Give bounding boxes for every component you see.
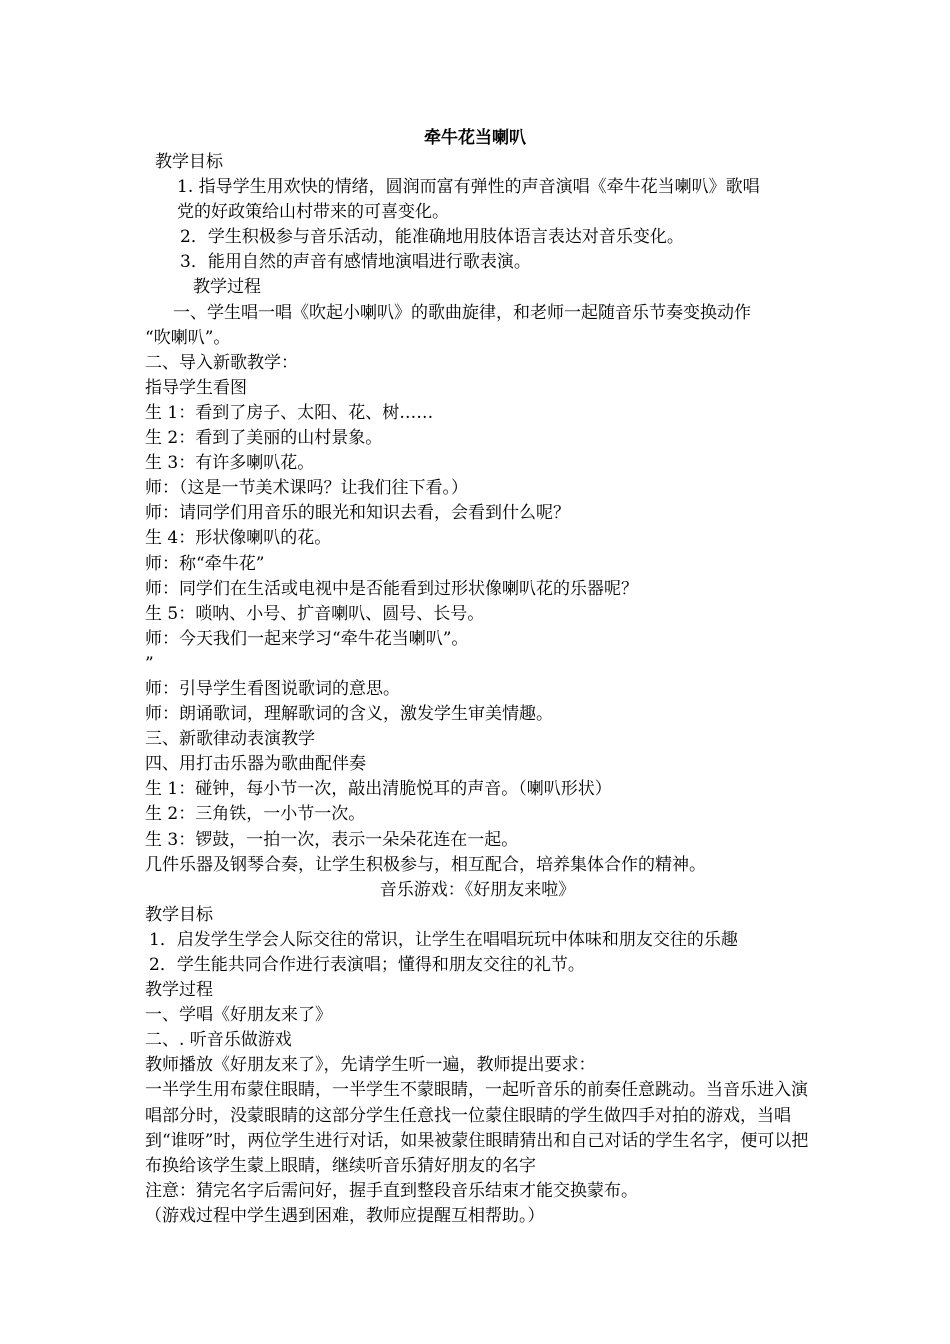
text-line: 教师播放《好朋友来了》，先请学生听一遍，教师提出要求：: [145, 1055, 596, 1076]
process-step: 四、用打击乐器为歌曲配伴奏: [145, 754, 366, 775]
document-body: [145, 150, 810, 1229]
dialogue-line: 生 5：唢呐、小号、扩音喇叭、圆号、长号。: [145, 603, 485, 624]
dialogue-line: 师：（这是一节美术课吗？让我们往下看。）: [145, 478, 468, 499]
dialogue-line: 师：同学们在生活或电视中是否能看到过形状像喇叭花的乐器呢？: [145, 578, 638, 599]
objective-item: 2．学生能共同合作进行表演唱；懂得和朋友交往的礼节。: [149, 955, 585, 975]
game-instructions-paragraph: 一半学生用布蒙住眼睛，一半学生不蒙眼睛，一起听音乐的前奏任意跳动。当音乐进入演唱部分时，没蒙眼睛的这部分学生任意找一位蒙住眼睛的学生做四手对拍的游戏，当唱到“谁呀”时，两位学生进行对话，如果被蒙住眼睛猜出和自己对话的学生名字，便可以把布换给该学生蒙上眼睛，继续听音乐猜好朋友的名字: [145, 1080, 809, 1176]
stray-quote-mark: ”: [145, 653, 154, 674]
process-step: 三、新歌律动表演教学: [145, 729, 315, 750]
objective-item: 3．能用自然的声音有感情地演唱进行歌表演。: [180, 252, 531, 273]
process-step: 一、学生唱一唱《吹起小喇叭》的歌曲旋律，和老师一起随音乐节奏变换动作: [173, 302, 751, 323]
dialogue-line: 生 1：看到了房子、太阳、花、树……: [145, 402, 434, 423]
process-step: 二、导入新歌教学：: [145, 352, 298, 373]
process-step: 二、. 听音乐做游戏: [145, 1030, 292, 1051]
document-title: 牵牛花当喇叭: [424, 128, 526, 148]
objective-item: 2．学生积极参与音乐活动，能准确地用肢体语言表达对音乐变化。: [180, 227, 684, 248]
subsection-title: 音乐游戏：《好朋友来啦》: [379, 879, 576, 900]
text-line: 几件乐器及钢琴合奏，让学生积极参与，相互配合，培养集体合作的精神。: [145, 854, 706, 875]
note-line: 注意：猜完名字后需问好，握手直到整段音乐结束才能交换蒙布。: [145, 1180, 638, 1201]
section-heading-objectives: 教学目标: [155, 152, 223, 172]
text-line: 指导学生看图: [145, 377, 247, 398]
dialogue-line: 生 3：锣鼓，一拍一次，表示一朵朵花连在一起。: [145, 829, 519, 850]
process-step-continued: “吹喇叭”。: [145, 327, 231, 348]
dialogue-line: 师：引导学生看图说歌词的意思。: [145, 678, 400, 699]
objective-item-continued: 党的好政策给山村带来的可喜变化。: [177, 202, 449, 223]
dialogue-line: 师：今天我们一起来学习“牵牛花当喇叭”。: [145, 628, 469, 649]
dialogue-line: 生 1：碰钟，每小节一次，敲出清脆悦耳的声音。（喇叭形状）: [145, 779, 612, 800]
dialogue-line: 生 3：有许多喇叭花。: [145, 453, 315, 474]
process-step: 一、学唱《好朋友来了》: [145, 1005, 332, 1026]
objective-item: 1．启发学生学会人际交往的常识，让学生在唱唱玩玩中体味和朋友交往的乐趣: [149, 929, 738, 950]
section-heading-process: 教学过程: [193, 277, 261, 298]
section-heading-objectives: 教学目标: [145, 904, 213, 925]
dialogue-line: 师：朗诵歌词，理解歌词的含义，激发学生审美情趣。: [145, 704, 553, 725]
dialogue-line: 生 2：三角铁，一小节一次。: [145, 804, 366, 825]
dialogue-line: 生 2：看到了美丽的山村景象。: [145, 428, 383, 449]
section-heading-process: 教学过程: [145, 980, 213, 1001]
dialogue-line: 师：请同学们用音乐的眼光和知识去看，会看到什么呢？: [145, 503, 570, 524]
dialogue-line: 师：称“牵牛花”: [145, 553, 265, 574]
dialogue-line: 生 4：形状像喇叭的花。: [145, 528, 332, 549]
objective-item: 1. 指导学生用欢快的情绪，圆润而富有弹性的声音演唱《牵牛花当喇叭》歌唱: [177, 177, 760, 198]
note-line: （游戏过程中学生遇到困难，教师应提醒互相帮助。）: [145, 1205, 545, 1226]
